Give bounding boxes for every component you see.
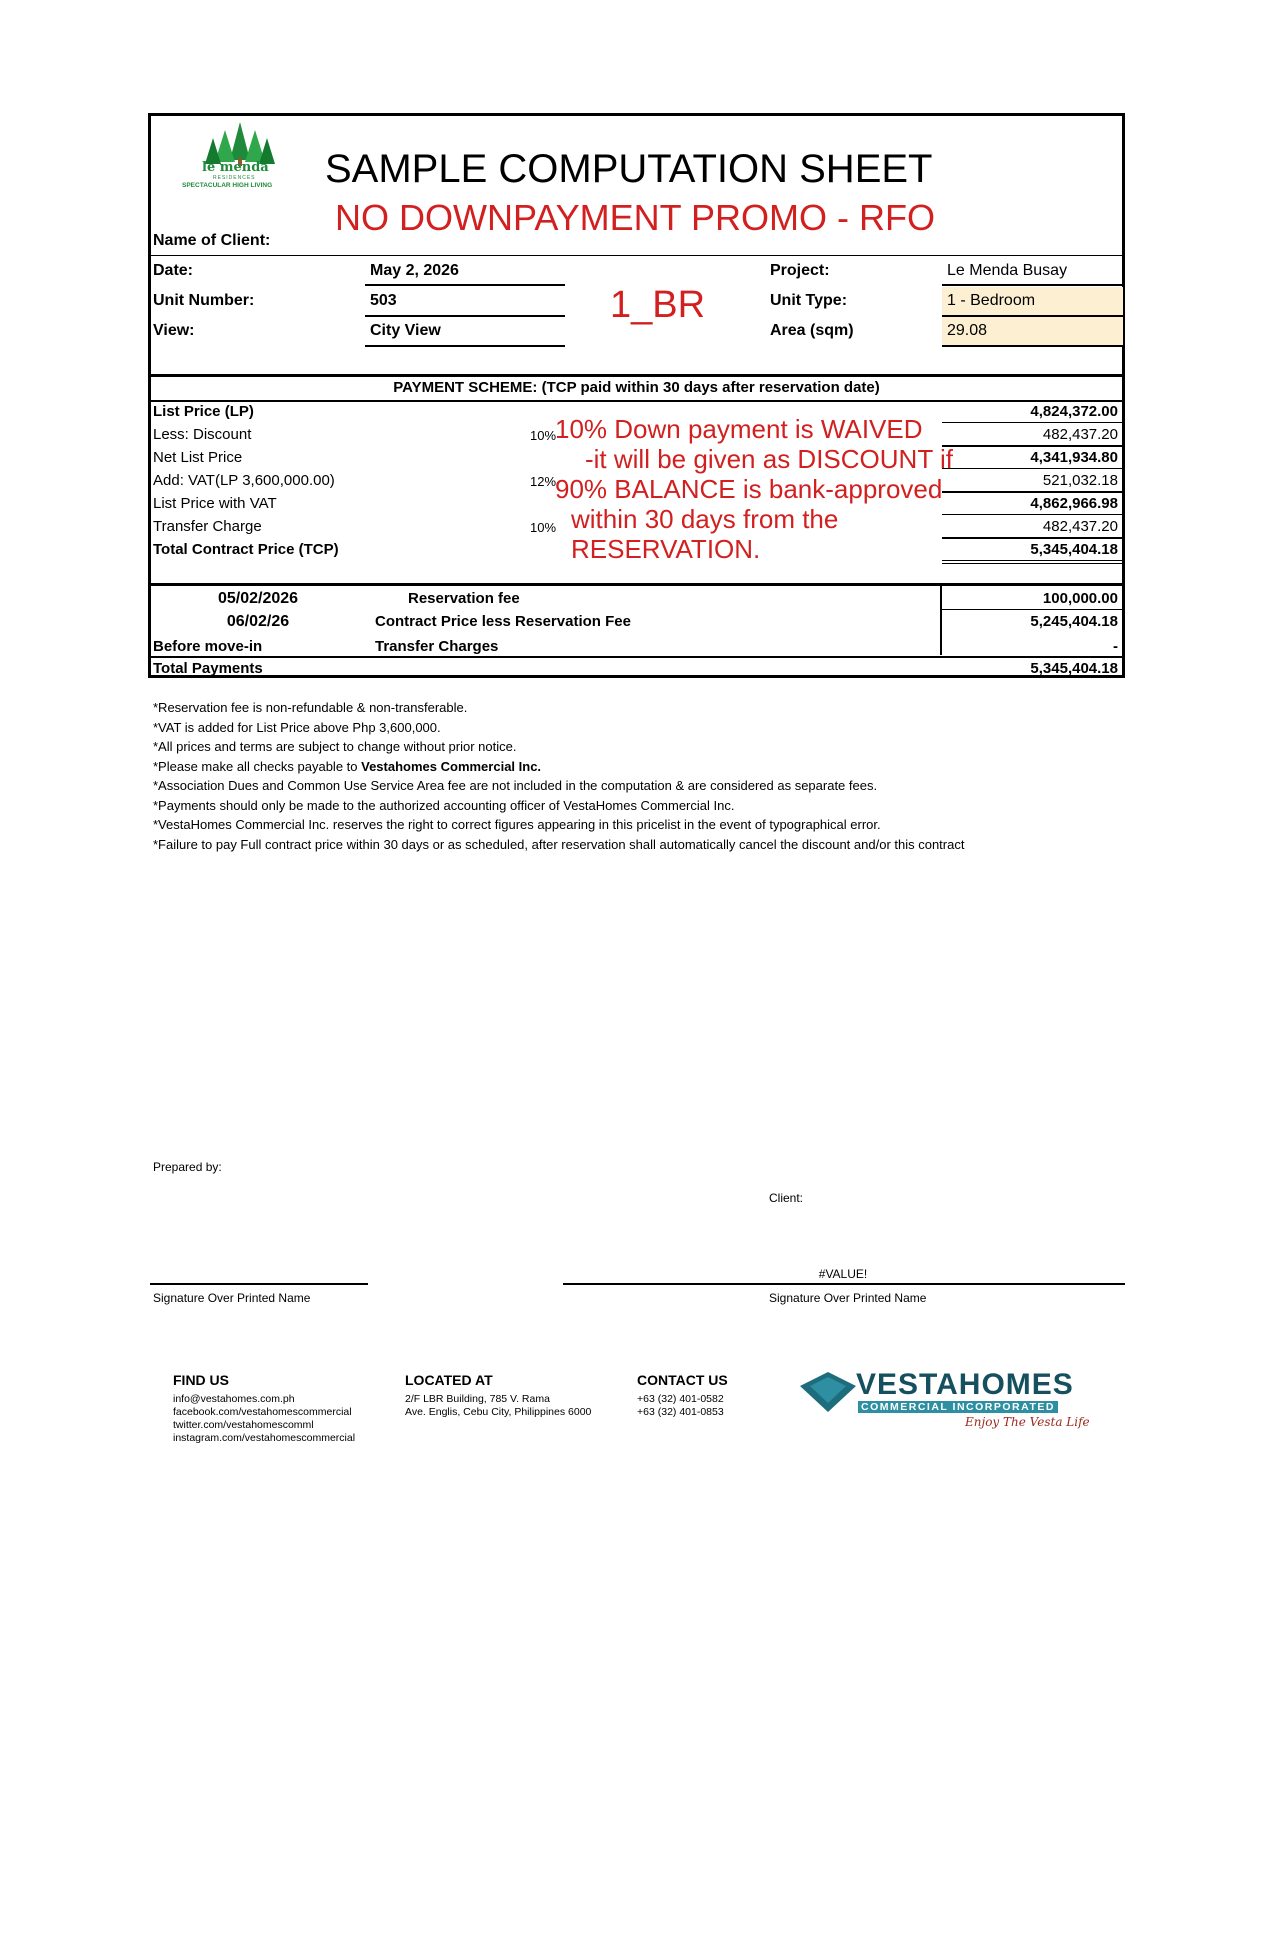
section-divider	[150, 374, 1123, 377]
logo-sub: RESIDENCES	[213, 175, 256, 181]
note-line: *VestaHomes Commercial Inc. reserves the right to correct figures appearing in this pricelist in the event of typographical error.	[153, 817, 881, 832]
schedule-value: 100,000.00	[1042, 590, 1118, 607]
value-underline	[942, 422, 1123, 423]
contact-us-heading: CONTACT US	[637, 1372, 728, 1388]
signature-caption-right: Signature Over Printed Name	[769, 1291, 927, 1305]
page-title: SAMPLE COMPUTATION SHEET	[325, 147, 933, 191]
view-label: View:	[153, 322, 195, 339]
diamond-logo-icon	[800, 1372, 858, 1416]
view-value: City View	[370, 322, 441, 339]
unit-number-value: 503	[370, 292, 397, 309]
promo-line: within 30 days from the	[571, 504, 839, 534]
prepared-by-label: Prepared by:	[153, 1160, 222, 1174]
note-line: *Failure to pay Full contract price within 30 days or as scheduled, after reservation shall automatically cancel the discount and/or this contract	[153, 836, 965, 852]
project-underline	[942, 284, 1123, 286]
signature-caption-left: Signature Over Printed Name	[153, 1291, 311, 1305]
transfer-charge-pct: 10%	[530, 520, 557, 535]
unit-number-underline	[365, 315, 565, 317]
page-subtitle: NO DOWNPAYMENT PROMO - RFO	[335, 197, 935, 238]
vat-value: 521,032.18	[1042, 472, 1118, 489]
date-value: May 2, 2026	[370, 262, 459, 279]
unit-code: 1_BR	[610, 284, 706, 326]
notes	[153, 698, 964, 854]
tcp-double-underline	[942, 560, 1123, 561]
transfer-charge-label: Transfer Charge	[153, 518, 262, 535]
promo-note	[555, 414, 953, 564]
signature-line-right	[563, 1283, 1125, 1285]
value-underline	[942, 537, 1123, 539]
total-payments-label: Total Payments	[153, 660, 263, 677]
vat-label: Add: VAT(LP 3,600,000.00)	[153, 472, 335, 489]
unit-number-label: Unit Number:	[153, 292, 255, 309]
note-company: Vestahomes Commercial Inc.	[361, 758, 542, 774]
transfer-charge-value: 482,437.20	[1042, 518, 1118, 535]
note-text: *Please make all checks payable to	[153, 758, 362, 774]
section-divider	[150, 583, 1123, 586]
value-underline	[942, 468, 1123, 469]
find-us-heading: FIND US	[173, 1372, 229, 1388]
value-underline	[942, 445, 1123, 447]
total-payments-value: 5,345,404.18	[1030, 660, 1118, 677]
value-underline	[942, 491, 1123, 493]
tcp-label: Total Contract Price (TCP)	[153, 541, 339, 558]
brand-tagline: Enjoy The Vesta Life	[965, 1415, 1090, 1429]
promo-line: RESERVATION.	[571, 534, 761, 564]
total-divider	[150, 656, 1123, 658]
discount-pct: 10%	[530, 428, 557, 443]
value-underline	[942, 514, 1123, 515]
signature-line-left	[150, 1283, 368, 1285]
note-line: *All prices and terms are subject to change without prior notice.	[153, 739, 517, 754]
le-menda-logo	[180, 120, 300, 200]
vat-pct: 12%	[530, 474, 557, 489]
tcp-value: 5,345,404.18	[1030, 541, 1118, 558]
note-line: *VAT is added for List Price above Php 3,600,000.	[153, 719, 441, 735]
area-label: Area (sqm)	[770, 322, 854, 339]
area-value: 29.08	[947, 322, 988, 339]
net-list-price-label: Net List Price	[153, 449, 243, 466]
view-underline	[365, 345, 565, 347]
schedule-value: -	[1113, 638, 1118, 655]
located-at-text: 2/F LBR Building, 785 V. Rama Ave. Englis, Cebu City, Philippines 6000	[405, 1393, 592, 1418]
discount-value: 482,437.20	[1042, 426, 1118, 443]
unit-type-label: Unit Type:	[770, 292, 848, 309]
note-line: *Association Dues and Common Use Service Area fee are not included in the computation & are considered as separate fees.	[153, 778, 878, 793]
note-line: *Payments should only be made to the authorized accounting officer of VestaHomes Commercial Inc.	[153, 797, 735, 813]
schedule-date: 05/02/2026	[217, 590, 299, 607]
promo-line: -it will be given as DISCOUNT if	[585, 444, 953, 474]
heading-underline	[150, 400, 1123, 402]
brand-name: VESTAHOMES	[856, 1368, 1074, 1401]
list-price-vat-value: 4,862,966.98	[1030, 495, 1118, 512]
tcp-double-underline	[942, 563, 1123, 564]
promo-line: 10% Down payment is WAIVED	[555, 414, 923, 444]
contact-us-text: +63 (32) 401-0582 +63 (32) 401-0853	[637, 1393, 724, 1418]
value-underline	[942, 609, 1123, 610]
schedule-desc: Transfer Charges	[375, 638, 499, 655]
net-list-price-value: 4,341,934.80	[1030, 449, 1118, 466]
schedule-desc: Contract Price less Reservation Fee	[375, 613, 631, 630]
schedule-column-divider	[940, 585, 942, 655]
list-price-label: List Price (LP)	[153, 403, 254, 420]
vestahomes-logo	[800, 1368, 1090, 1438]
discount-label: Less: Discount	[153, 426, 252, 443]
project-label: Project:	[770, 262, 830, 279]
brand-sub: COMMERCIAL INCORPORATED	[858, 1401, 1058, 1413]
unit-type-value: 1 - Bedroom	[947, 292, 1036, 309]
client-sign-label: Client:	[769, 1191, 804, 1205]
promo-line: 90% BALANCE is bank-approved	[555, 474, 943, 504]
payment-scheme-heading: PAYMENT SCHEME: (TCP paid within 30 days after reservation date)	[393, 379, 880, 396]
schedule-desc: Reservation fee	[408, 590, 520, 607]
schedule-date: Before move-in	[153, 638, 263, 655]
project-value: Le Menda Busay	[947, 262, 1068, 279]
note-line: *Reservation fee is non-refundable & non-transferable.	[153, 700, 468, 715]
logo-name: le menda	[202, 160, 269, 175]
located-at-heading: LOCATED AT	[405, 1372, 493, 1388]
area-underline	[942, 345, 1123, 347]
date-label: Date:	[153, 262, 194, 279]
logo-tagline: SPECTACULAR HIGH LIVING	[182, 182, 273, 189]
list-price-value: 4,824,372.00	[1030, 403, 1118, 420]
note-line	[153, 757, 964, 777]
date-underline	[365, 284, 565, 286]
divider	[150, 255, 1123, 256]
client-label: Name of Client:	[153, 232, 271, 249]
schedule-date: 06/02/26	[226, 613, 290, 630]
find-us-text: info@vestahomes.com.ph facebook.com/vestahomescommercial twitter.com/vestahomescomml instagram.com/vestahomescommercial	[173, 1393, 356, 1444]
list-price-vat-label: List Price with VAT	[153, 495, 277, 512]
schedule-value: 5,245,404.18	[1030, 613, 1118, 630]
client-value: #VALUE!	[818, 1267, 868, 1281]
